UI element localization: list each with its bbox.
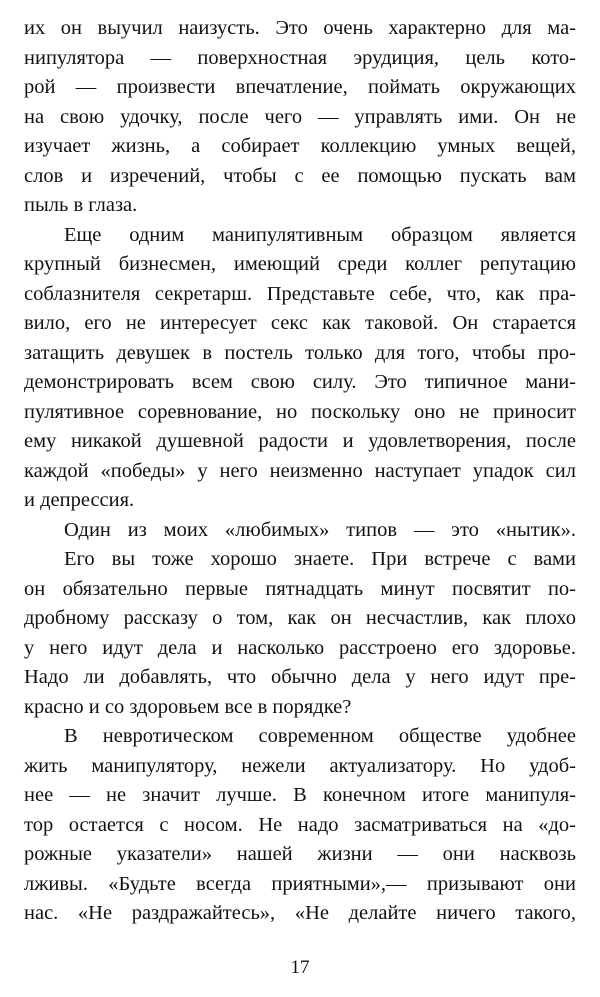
text-line: соблазнителя секретарш. Представьте себе, что, как пра- [24,282,576,305]
text-line: Один из моих «любимых» типов — это «нытик». [64,518,576,541]
text-line: нее — не значит лучше. В конечном итоге манипуля- [24,784,576,806]
paragraph-5 [24,722,576,929]
text-line: у него идут дела и насколько расстроено его здоровье. [24,636,576,659]
text-line: и депрессия. [24,489,135,511]
text-line: их он выучил наизусть. Это очень характерно для ма- [24,17,576,39]
text-line: Его вы тоже хорошо знаете. При встрече с вами [64,548,576,570]
text-line: изучает жизнь, а собирает коллекцию умных вещей, [24,135,576,157]
text-line: затащить девушек в постель только для того, чтобы про- [24,341,576,364]
text-line: ему никакой душевной радости и удовлетворения, после [24,430,576,452]
text-line: Еще одним манипулятивным образцом является [64,223,576,246]
paragraph-4 [24,545,576,722]
text-line: лживы. «Будьте всегда приятными»,— призывают они [24,872,576,895]
paragraph-3 [24,516,576,546]
text-line: на свою удочку, после чего — управлять ими. Он не [24,105,576,128]
text-line: он обязательно первые пятнадцать минут посвятит по- [24,577,576,600]
text-line: тор остается с носом. Не надо засматриваться на «до- [24,813,576,836]
text-line: пулятивное соревнование, но поскольку оно не приносит [24,400,576,423]
text-line: крупный бизнесмен, имеющий среди коллег репутацию [24,253,576,275]
text-line: вило, его не интересует секс как таковой. Он старается [24,312,576,334]
text-line: нас. «Не раздражайтесь», «Не делайте ничего такого, [24,902,576,924]
text-line: жить манипулятору, нежели актуализатору. Но удоб- [24,754,576,777]
paragraph-2 [24,221,576,516]
page-number: 17 [290,957,310,978]
text-line: Надо ли добавлять, что обычно дела у него идут пре- [24,666,576,688]
text-line: красно и со здоровьем все в порядке? [24,695,352,718]
text-line: пыль в глаза. [24,194,138,216]
text-line: дробному рассказу о том, как он несчастлив, как плохо [24,607,576,629]
paragraph-1 [24,14,576,221]
text-line: каждой «победы» у него неизменно наступает упадок сил [24,459,576,482]
text-line: нипулятора — поверхностная эрудиция, цель кото- [24,46,576,69]
text-line: рой — произвести впечатление, поймать окружающих [24,76,576,98]
book-page-text [24,14,576,984]
text-line: В невротическом современном обществе удобнее [64,725,576,747]
text-line: демонстрировать всем свою силу. Это типичное мани- [24,371,576,393]
text-line: слов и изречений, чтобы с ее помощью пускать вам [24,164,576,187]
text-line: рожные указатели» нашей жизни — они насквозь [24,843,576,865]
